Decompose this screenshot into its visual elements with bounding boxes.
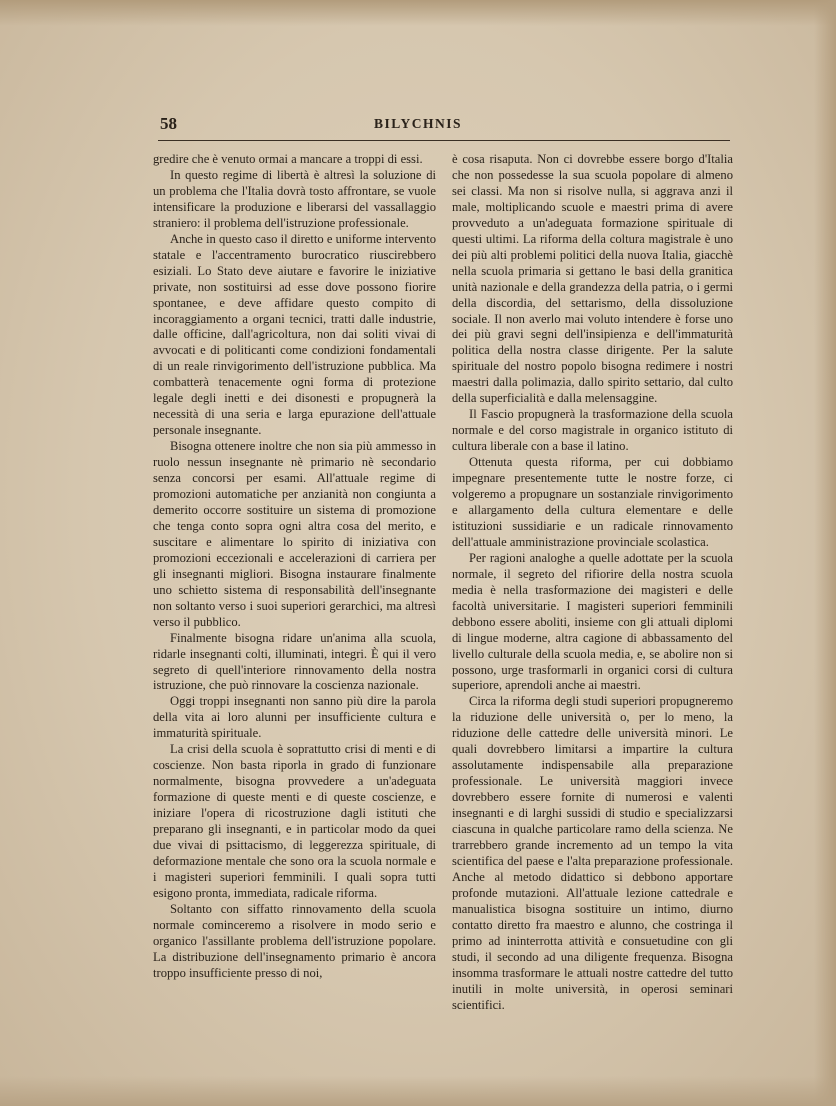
paragraph: Anche in questo caso il diretto e uniforme intervento statale e l'accentramento burocratico riuscirebbero esiziali. Lo Stato deve aiutare e favorire le iniziative private, non sostituirsi ad esse dove possono fiorire spontanee, e deve affidare questo compito di incoraggiamento a organi tecnici, tratti dalle industrie, dalle officine, dall'agricoltura, non dai soliti vivai di avvocati e di politicanti come condizioni fondamentali di un reale rinvigorimento dell'istruzione pubblica. Ma combatterà tenacemente ogni forma di protezione legale degli inetti e dei disonesti e propugnerà la necessità di una seria e larga epurazione dell'attuale personale insegnante. — [153, 231, 436, 438]
page-number: 58 — [160, 114, 177, 133]
paragraph: gredire che è venuto ormai a mancare a troppi di essi. — [153, 152, 423, 166]
paragraph: Ottenuta questa riforma, per cui dobbiamo impegnare presentemente tutte le nostre forze, ci volgeremo a propugnare un sostanziale rinvigorimento e allargamento della cultura elementare e delle istituzioni sussidiarie e un radicale rinnovamento dell'attuale amministrazione provinciale scolastica. — [452, 455, 733, 549]
running-head-title: BILYCHNIS — [373, 116, 463, 131]
paragraph: Oggi troppi insegnanti non sanno più dire la parola della vita ai loro alunni per insufficiente cultura e immaturità spirituale. — [153, 694, 436, 741]
right-column — [452, 152, 733, 1013]
paragraph: è cosa risaputa. Non ci dovrebbe essere borgo d'Italia che non possedesse la sua scuola popolare di almeno sei classi. Ma non si risolve nulla, si aggrava anzi il male, moltiplicando scuole e maestri prima di avere provveduto a un'adeguata formazione spirituale di questi ultimi. La riforma della coltura magistrale è uno dei più alti problemi politici della nuova Italia, giacchè nella scuola primaria si gettano le basi della granitica unità nazionale e della grandezza della patria, o i germi della discordia, del settarismo, della dissoluzione sociale. Il non averlo mai voluto intendere è forse uno dei più gravi segni dell'insipienza e dell'immaturità politica della nostra classe dirigente. Per la salute spirituale del nostro popolo bisogna redimere i nostri maestri dalla polimazia, dallo spirito settario, dal culto della superficialità e dalla melensaggine. — [452, 152, 733, 406]
paragraph: Circa la riforma degli studi superiori propugneremo la riduzione delle università o, per lo meno, la riduzione delle cattedre delle università minori. Le quali dovrebbero limitarsi a impartire la cultura assolutamente indispensabile alla preparazione professionale. Le università maggiori invece dovrebbero essere fornite di numerosi e valenti insegnanti e di larghi sussidi di studio e specializzarsi ciascuna in qualche particolare ramo della scienza. Ne trarrebbero grande incremento ad un tempo la vita scientifica del paese e l'alta preparazione professionale. Anche al metodo didattico si debbono apportare profonde mutazioni. All'attuale lezione cattedrale e manualistica bisogna sostituire un intimo, diurno contatto diretto fra maestro e alunno, che costringa il primo ad ininterrotta attività e consuetudine con gli studi, il secondo ad una diligente frequenza. Bisogna insomma trasformare le attuali nostre cattedre del tutto inutili in molte università, in operosi seminari scientifici. — [452, 694, 733, 1012]
header-rule — [158, 140, 730, 141]
paragraph: Bisogna ottenere inoltre che non sia più ammesso in ruolo nessun insegnante nè primario nè secondario senza concorsi per esami. All'attuale regime di promozioni automatiche per anzianità non congiunta a demerito occorre sostituire un sistema di promozione che tenga conto sopra ogni altra cosa del merito, e suscitare e alimentare lo spirito di iniziativa con promozioni eccezionali e accelerazioni di carriera per gli insegnanti migliori. Bisogna instaurare finalmente uno schietto sistema di responsabilità dell'insegnante non soltanto verso i suoi superiori gerarchici, ma altresì verso il pubblico. — [153, 439, 436, 629]
left-column — [153, 152, 436, 982]
paragraph: In questo regime di libertà è altresì la soluzione di un problema che l'Italia dovrà tosto affrontare, se vuole intensificare la produzione e liberarsi del vassallaggio straniero: il problema dell'istruzione professionale. — [153, 167, 436, 230]
paragraph: Il Fascio propugnerà la trasformazione della scuola normale e del corso magistrale in organico istituto di cultura liberale con a base il latino. — [452, 407, 733, 454]
paragraph: Soltanto con siffatto rinnovamento della scuola normale cominceremo a risolvere in modo serio e organico l'assillante problema dell'istruzione popolare. La distribuzione dell'insegnamento primario è ancora troppo insufficiente presso di noi, — [153, 901, 436, 980]
paragraph: Per ragioni analoghe a quelle adottate per la scuola normale, il segreto del rifiorire della nostra scuola media è nella trasformazione dei magisteri e delle facoltà universitarie. I magisteri superiori femminili debbono essere aboliti, insieme con gli attuali diplomi di lingue moderne, altra cagione di abbassamento del livello culturale della scuola media, e, se abolire non si possono, urge trasformarli in organici corsi di cultura superiore, aprendoli anche ai maestri. — [452, 550, 733, 693]
paragraph: La crisi della scuola è soprattutto crisi di menti e di coscienze. Non basta riporla in grado di funzionare normalmente, bisogna provvedere a un'adeguata formazione di queste menti e di queste coscienze, e iniziare l'opera di ricostruzione dagli istituti che preparano gli insegnanti, e in particolar modo da quei due vivai di psittacismo, di leggerezza spirituale, di deformazione mentale che sono ora la scuola normale e i magisteri superiori femminili. I quali sopra tutti esigono pronta, immediata, radicale riforma. — [153, 742, 436, 900]
page-edge-shadow — [814, 0, 836, 1106]
paragraph: Finalmente bisogna ridare un'anima alla scuola, ridarle insegnanti colti, illuminati, integri. È qui il vero segreto di quell'interiore rinnovamento della nostra istruzione, che può rinnovare la coscienza nazionale. — [153, 630, 436, 693]
